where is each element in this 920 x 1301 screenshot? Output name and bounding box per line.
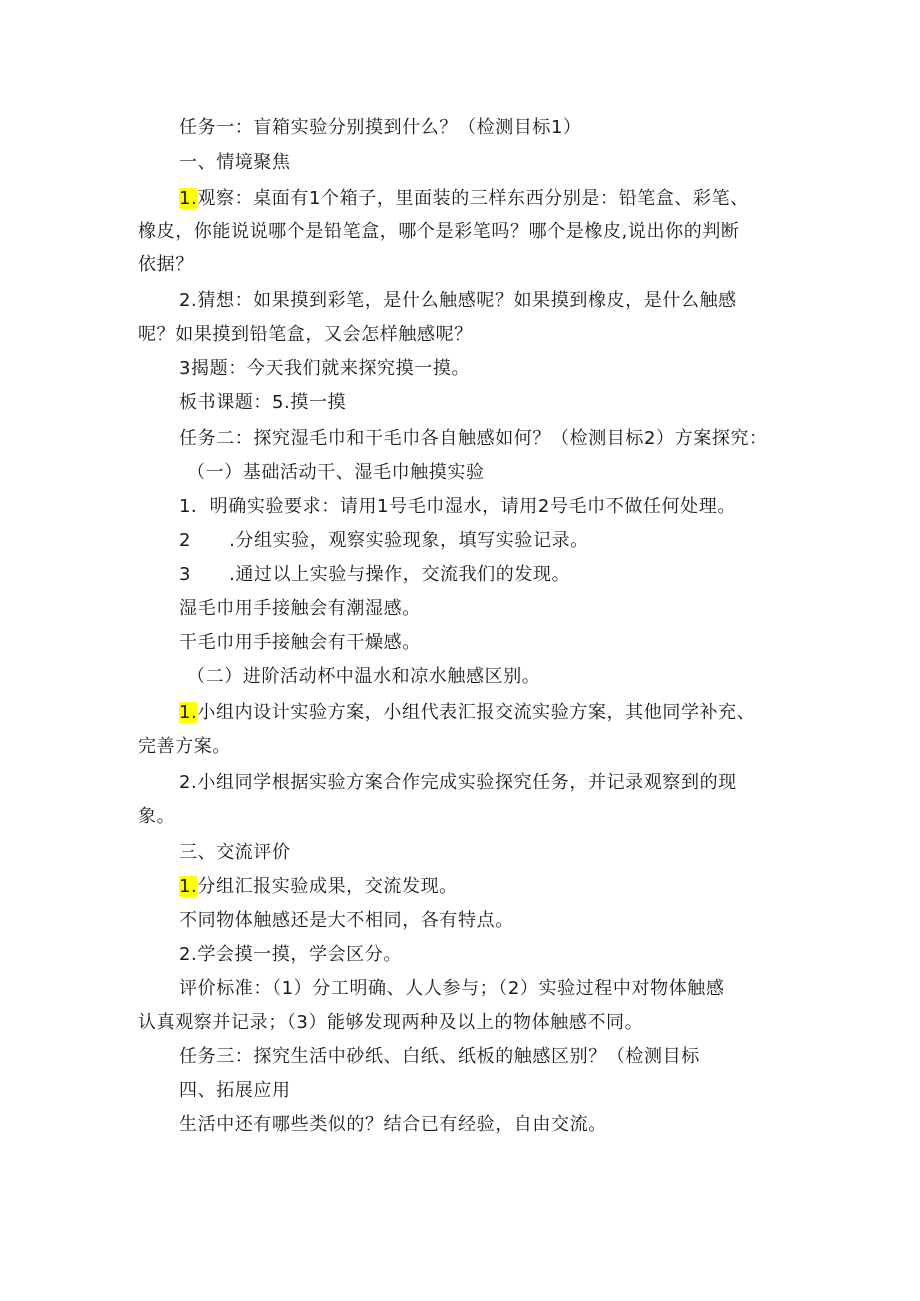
- paragraph-report: [179, 873, 458, 901]
- paragraph-text: 小组内设计实验方案，小组代表汇报交流实验方案，其他同学补充、: [197, 702, 756, 723]
- task-one-heading: 任务一：盲箱实验分别摸到什么？（检测目标1）: [179, 117, 582, 138]
- list-text: .分组实验，观察实验现象，填写实验记录。: [229, 530, 589, 551]
- section-four-heading: 四、拓展应用: [179, 1080, 291, 1101]
- paragraph-text: 观察：桌面有1个箱子，里面装的三样东西分别是：铅笔盒、彩笔、: [197, 188, 749, 209]
- paragraph-cooperate: 2.小组同学根据实验方案合作完成实验探究任务，并记录观察到的现: [179, 772, 737, 793]
- paragraph-wet-towel: 湿毛巾用手接触会有潮湿感。: [179, 598, 421, 619]
- list-number: 3: [179, 564, 192, 585]
- paragraph-continuation: 完善方案。: [138, 736, 231, 757]
- task-two-heading: 任务二：探究湿毛巾和干毛巾各自触感如何？（检测目标2）方案探究：: [179, 428, 768, 449]
- list-text: .通过以上实验与操作，交流我们的发现。: [229, 564, 571, 585]
- paragraph-reveal: 3揭题：今天我们就来探究摸一摸。: [179, 358, 471, 379]
- subsection-advanced-activity: （二）进阶活动杯中温水和凉水触感区别。: [187, 666, 541, 687]
- paragraph-continuation: 象。: [138, 806, 176, 827]
- paragraph-continuation: 呢？如果摸到铅笔盒，又会怎样触感呢？: [138, 324, 473, 345]
- list-item: [179, 527, 589, 555]
- paragraph-dry-towel: 干毛巾用手接触会有干燥感。: [179, 632, 421, 653]
- paragraph-apply: 生活中还有哪些类似的？结合已有经验，自由交流。: [179, 1114, 607, 1135]
- paragraph-continuation: 认真观察并记录；（3）能够发现两种及以上的物体触感不同。: [138, 1012, 644, 1033]
- highlighted-number: 1.: [179, 702, 198, 723]
- paragraph-design: [179, 699, 755, 727]
- paragraph-learn: 2.学会摸一摸，学会区分。: [179, 944, 402, 965]
- list-item: 1．明确实验要求：请用1号毛巾湿水，请用2号毛巾不做任何处理。: [179, 496, 736, 517]
- paragraph-text: 分组汇报实验成果，交流发现。: [197, 876, 458, 897]
- section-one-heading: 一、情境聚焦: [179, 152, 291, 173]
- highlighted-number: 1.: [179, 876, 198, 897]
- subsection-basic-activity: （一）基础活动干、湿毛巾触摸实验: [187, 462, 485, 483]
- paragraph-continuation: 依据？: [138, 254, 194, 275]
- list-item: [179, 561, 570, 589]
- highlighted-number: 1.: [179, 188, 198, 209]
- paragraph-continuation: 橡皮，你能说说哪个是铅笔盒，哪个是彩笔吗？哪个是橡皮,说出你的判断: [138, 221, 740, 242]
- task-three-heading: 任务三：探究生活中砂纸、白纸、纸板的触感区别？（检测目标: [179, 1046, 700, 1067]
- list-number: 2: [179, 530, 192, 551]
- section-three-heading: 三、交流评价: [179, 842, 291, 863]
- paragraph-observe: [179, 185, 749, 213]
- paragraph-different: 不同物体触感还是大不相同，各有特点。: [179, 910, 514, 931]
- paragraph-guess: 2.猜想：如果摸到彩笔，是什么触感呢？如果摸到橡皮，是什么触感: [179, 290, 737, 311]
- paragraph-criteria: 评价标准：（1）分工明确、人人参与；（2）实验过程中对物体触感: [179, 978, 725, 999]
- paragraph-board-title: 板书课题：5.摸一摸: [179, 392, 347, 413]
